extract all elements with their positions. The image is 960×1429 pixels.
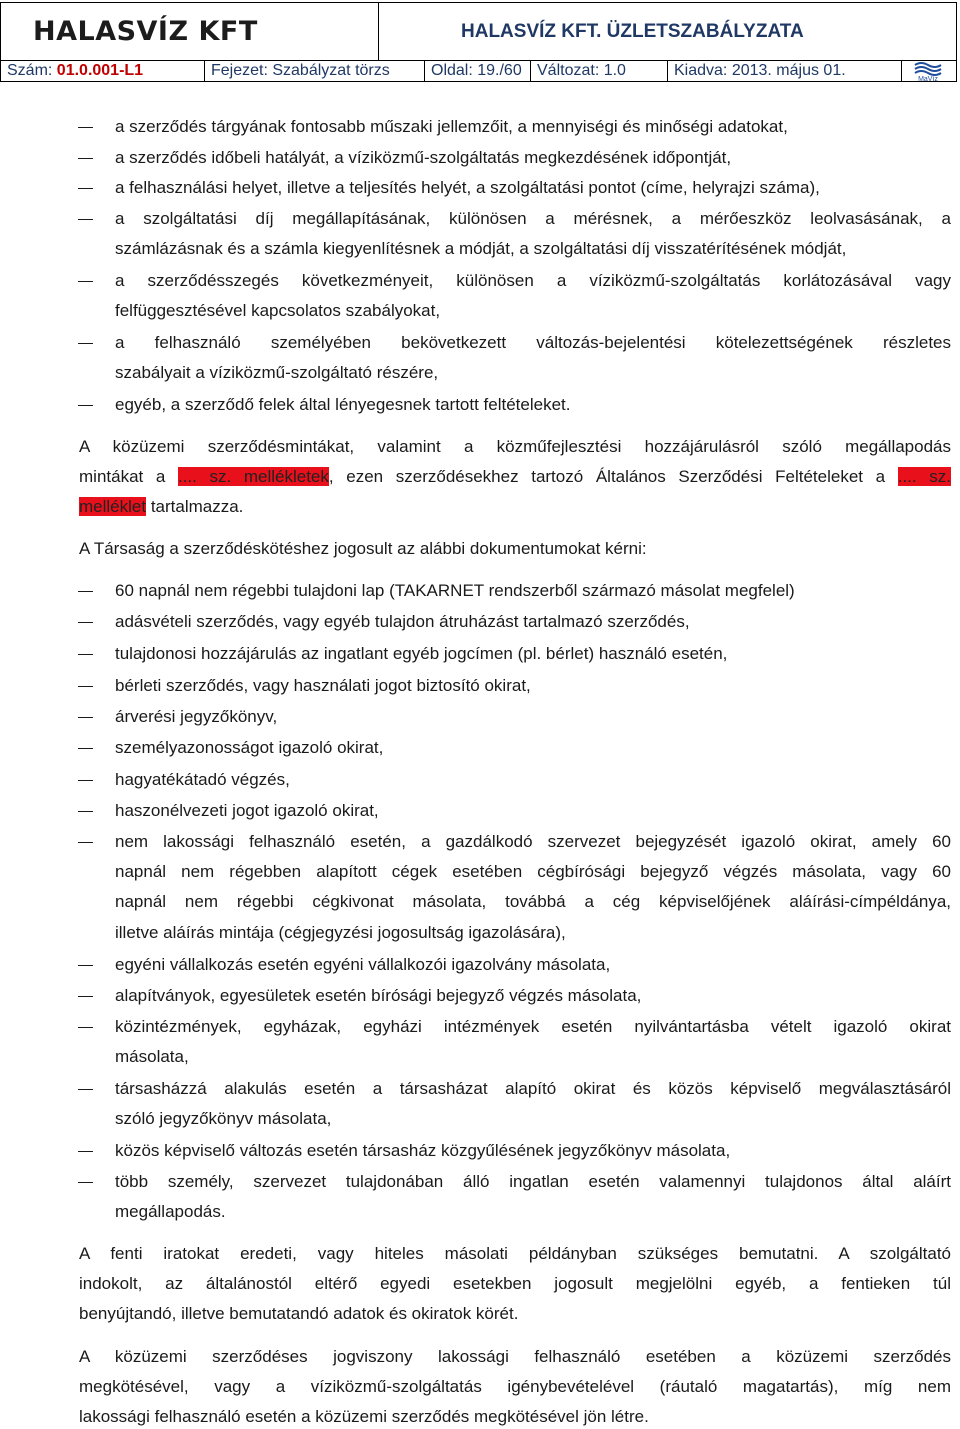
dash-bullet-icon [78,127,93,128]
dash-bullet-icon [78,622,93,623]
dash-bullet-icon [78,965,93,966]
list-item: 60 napnál nem régebbi tulajdoni lap (TAKARNET rendszerből származó másolat megfelel) [115,581,795,600]
list-item: a szerződésszegés következményeit, különösen a víziközmű-szolgáltatás korlátozásával vagy [115,271,951,290]
wave-logo-icon [901,60,956,82]
paragraph-line: A közüzemi szerződésmintákat, valamint a közműfejlesztési hozzájárulásról szóló megállapodás [79,437,951,456]
list-item-continuation: szóló jegyzőkönyv másolata, [115,1109,332,1128]
list-item-continuation: másolata, [115,1047,189,1066]
list-item: a felhasználó személyében bekövetkezett változás-bejelentési kötelezettségének részletes [115,333,951,352]
document-header [0,2,957,82]
list-item: több személy, szervezet tulajdonában álló ingatlan esetén valamennyi tulajdonos által aláírt [115,1172,951,1191]
dash-bullet-icon [78,343,93,344]
version-label: Változat: 1.0 [531,60,668,82]
paragraph-line: megkötésével, vagy a víziközmű-szolgáltatás igénybevételével (ráutaló magatartás), míg nem [79,1377,951,1396]
document-title: HALASVÍZ KFT. ÜZLETSZABÁLYZATA [461,21,804,42]
text-span: tartalmazza. [146,497,244,516]
list-item: közös képviselő változás esetén társasház közgyűlésének jegyzőkönyv másolata, [115,1141,731,1160]
dash-bullet-icon [78,996,93,997]
list-item: a szolgáltatási díj megállapításának, különösen a mérésnek, a mérőeszköz leolvasásának, a [115,209,951,228]
dash-bullet-icon [78,717,93,718]
list-item-continuation: napnál nem régebben alapított cégek esetében cégbírósági bejegyző végzés másolata, vagy 60 [115,862,951,881]
paragraph-line: A fenti iratokat eredeti, vagy hiteles másolati példányban szükséges bemutatni. A szolgáltató [79,1244,951,1263]
list-item: árverési jegyzőkönyv, [115,707,278,726]
maviz-logo [901,60,956,82]
dash-bullet-icon [78,281,93,282]
list-item: közintézmények, egyházak, egyházi intézmények esetén nyilvántartásba vételt igazoló okirat [115,1017,951,1036]
dash-bullet-icon [78,842,93,843]
list-item: tulajdonosi hozzájárulás az ingatlant egyéb jogcímen (pl. bérlet) használó esetén, [115,644,728,663]
list-item-continuation: szabályait a víziközmű-szolgáltató részére, [115,363,439,382]
paragraph-line [79,496,243,518]
list-item-continuation: felfüggesztésével kapcsolatos szabályokat, [115,301,441,320]
dash-bullet-icon [78,591,93,592]
list-item: bérleti szerződés, vagy használati jogot biztosító okirat, [115,676,531,695]
documents-intro: A Társaság a szerződéskötéshez jogosult az alábbi dokumentumokat kérni: [79,539,647,558]
dash-bullet-icon [78,1151,93,1152]
highlighted-reference: .... sz. mellékletek [177,467,329,486]
text-span: , ezen szerződésekhez tartozó Általános Szerződési Feltételeket a [328,467,898,486]
list-item: a felhasználási helyet, illetve a teljesítés helyét, a szolgáltatási pontot (címe, helyrajzi száma), [115,178,820,197]
text-span: mintákat a [79,467,178,486]
list-item-continuation: megállapodás. [115,1202,226,1221]
list-item: nem lakossági felhasználó esetén, a gazdálkodó szervezet bejegyzését igazoló okirat, amely 60 [115,832,951,851]
document-number [1,60,205,82]
dash-bullet-icon [78,158,93,159]
dash-bullet-icon [78,811,93,812]
list-item-continuation: napnál nem régebbi cégkivonat másolata, továbbá a cég képviselőjének aláírási-címpéldánya, [115,892,951,911]
paragraph-line: benyújtandó, illetve bemutatandó adatok és okiratok körét. [79,1304,519,1323]
document-number-label: Szám: [7,62,53,79]
document-number-value: 01.0.001-L1 [56,62,144,79]
dash-bullet-icon [78,188,93,189]
list-item-continuation: illetve aláírás mintája (cégjegyzési jogosultság igazolására), [115,923,566,942]
dash-bullet-icon [78,748,93,749]
dash-bullet-icon [78,219,93,220]
dash-bullet-icon [78,686,93,687]
list-item-continuation: számlázásnak és a számla kiegyenlítésnek a módját, a szolgáltatási díj visszatérítésének módját, [115,239,847,258]
paragraph-line [79,466,951,488]
list-item: egyéb, a szerződő felek által lényegesnek tartott feltételeket. [115,395,571,414]
dash-bullet-icon [78,405,93,406]
list-item: alapítványok, egyesületek esetén bírósági bejegyző végzés másolata, [115,986,642,1005]
list-item: személyazonosságot igazoló okirat, [115,738,384,757]
paragraph-line: lakossági felhasználó esetén a közüzemi szerződés megkötésével jön létre. [79,1407,649,1426]
dash-bullet-icon [78,654,93,655]
dash-bullet-icon [78,780,93,781]
highlighted-reference: melléklet [79,497,147,516]
issue-date: Kiadva: 2013. május 01. [668,60,902,82]
chapter-label: Fejezet: Szabályzat törzs [205,60,425,82]
list-item: egyéni vállalkozás esetén egyéni vállalkozói igazolvány másolata, [115,955,611,974]
header-top-row [1,3,956,61]
company-name: HALASVÍZ KFT [1,3,379,60]
page-number: Oldal: 19./60 [425,60,531,82]
highlighted-reference: .... sz. [897,467,951,486]
list-item: haszonélvezeti jogot igazoló okirat, [115,801,379,820]
list-item: hagyatékátadó végzés, [115,770,290,789]
dash-bullet-icon [78,1182,93,1183]
paragraph-line: A közüzemi szerződéses jogviszony lakossági felhasználó esetében a közüzemi szerződés [79,1347,951,1366]
list-item: a szerződés időbeli hatályát, a víziközmű-szolgáltatás megkezdésének időpontját, [115,148,732,167]
list-item: a szerződés tárgyának fontosabb műszaki jellemzőit, a mennyiségi és minőségi adatokat, [115,117,788,136]
dash-bullet-icon [78,1089,93,1090]
paragraph-line: indokolt, az általánostól eltérő egyedi esetekben jogosult megjelölni egyéb, a fentieken túl [79,1274,951,1293]
header-meta-row [1,60,956,82]
list-item: adásvételi szerződés, vagy egyéb tulajdon átruházást tartalmazó szerződés, [115,612,690,631]
dash-bullet-icon [78,1027,93,1028]
list-item: társasházzá alakulás esetén a társasházat alapító okirat és közös képviselő megválasztásáról [115,1079,951,1098]
logo-text: MaVíz [918,76,938,82]
